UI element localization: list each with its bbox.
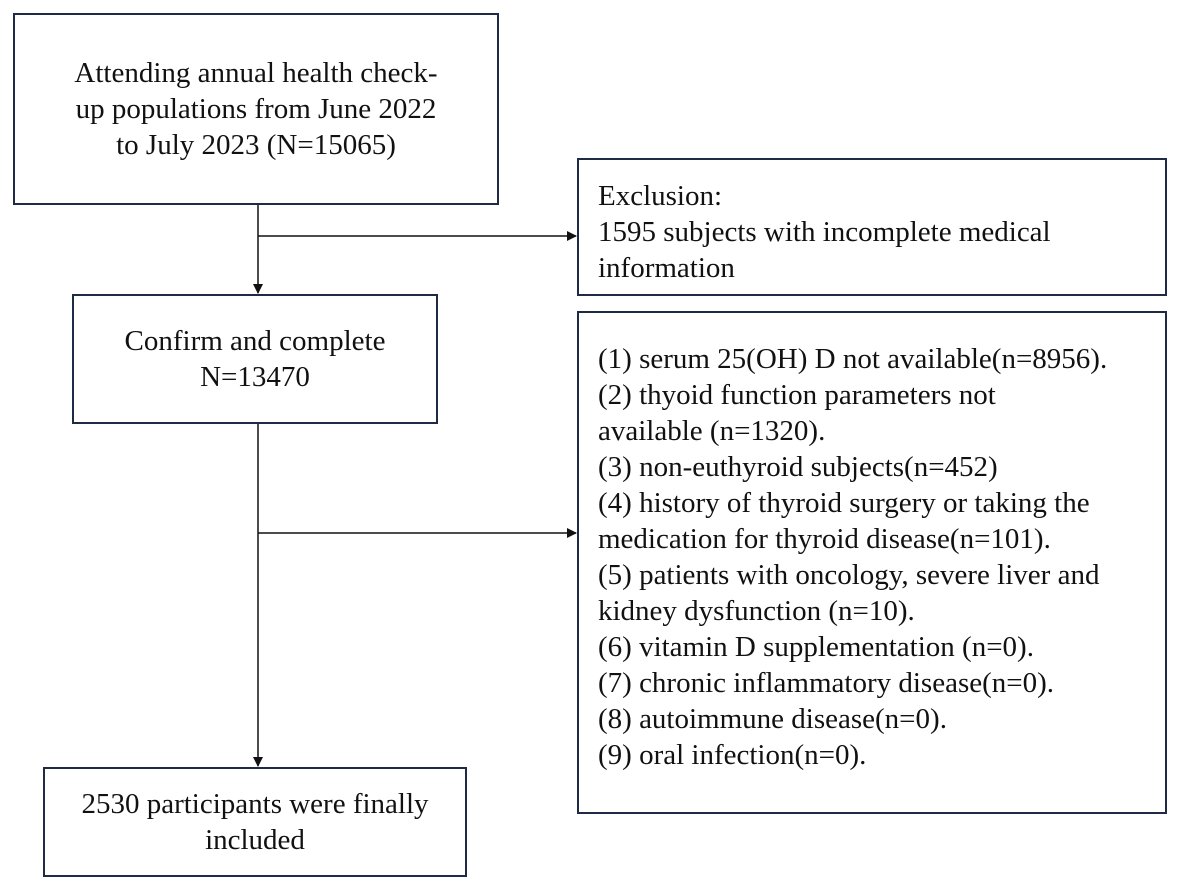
- exclusion-1-line: Exclusion:: [598, 180, 723, 212]
- final-included-box: [43, 767, 467, 877]
- exclusion-criterion-line: kidney dysfunction (n=10).: [598, 595, 915, 627]
- start-box-line: Attending annual health check-: [74, 57, 438, 89]
- final-box-line: 2530 participants were finally: [81, 788, 429, 820]
- exclusion-criterion-line: (4) history of thyroid surgery or taking the: [598, 487, 1090, 519]
- start-box-line: to July 2023 (N=15065): [116, 129, 396, 161]
- exclusion-criterion-line: medication for thyroid disease(n=101).: [598, 523, 1051, 555]
- exclusion-criterion-line: (7) chronic inflammatory disease(n=0).: [598, 667, 1055, 699]
- start-population-box: [13, 13, 499, 205]
- exclusion-criterion-line: (8) autoimmune disease(n=0).: [598, 703, 947, 735]
- exclusion-criterion-line: available (n=1320).: [598, 415, 826, 447]
- exclusion-criterion-line: (5) patients with oncology, severe liver and: [598, 559, 1100, 591]
- confirm-complete-box: [72, 294, 438, 424]
- confirm-box-line: Confirm and complete: [124, 325, 386, 357]
- exclusion-box-incomplete: [577, 158, 1167, 296]
- exclusion-1-line: information: [598, 252, 735, 284]
- exclusion-1-line: 1595 subjects with incomplete medical: [598, 216, 1051, 248]
- start-box-line: up populations from June 2022: [75, 93, 437, 125]
- exclusion-criterion-line: (2) thyoid function parameters not: [598, 379, 996, 411]
- final-box-line: included: [205, 824, 305, 856]
- exclusion-criterion-line: (9) oral infection(n=0).: [598, 739, 867, 771]
- exclusion-box-criteria: [577, 311, 1167, 814]
- exclusion-criterion-line: (3) non-euthyroid subjects(n=452): [598, 451, 998, 483]
- exclusion-criterion-line: (1) serum 25(OH) D not available(n=8956).: [598, 343, 1108, 375]
- confirm-box-line: N=13470: [200, 361, 310, 393]
- exclusion-criterion-line: (6) vitamin D supplementation (n=0).: [598, 631, 1034, 663]
